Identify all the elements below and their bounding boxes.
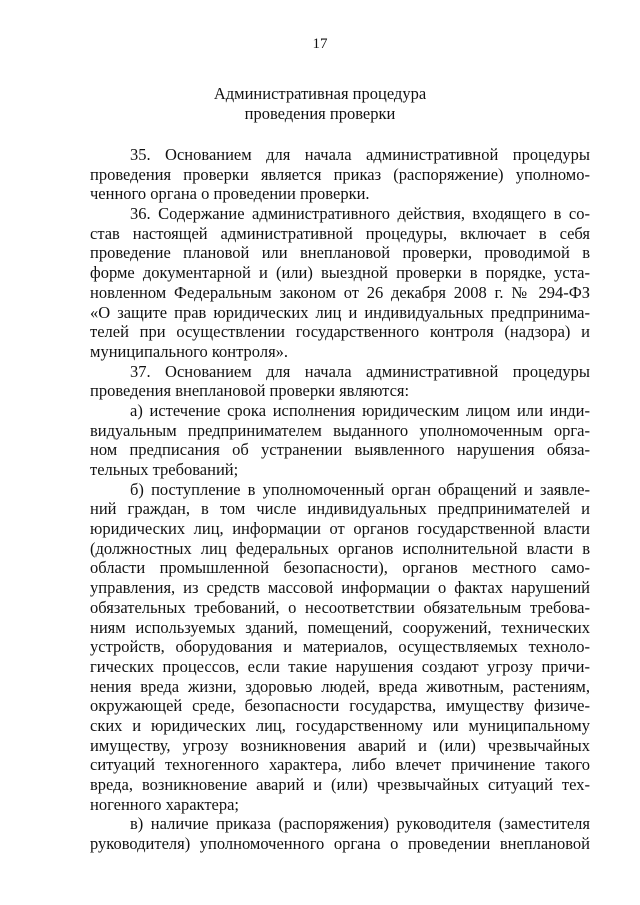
paragraph-line: став настоящей административной процедуры, включает в себя	[90, 223, 590, 243]
paragraph-line: области промышленной безопасности), органов местного само-	[90, 558, 590, 578]
paragraph-line: форме документарной и (или) выездной проверки в порядке, уста-	[90, 263, 590, 283]
paragraph-line: 35. Основанием для начала административной процедуры	[130, 145, 590, 164]
paragraph-line: ний граждан, в том числе индивидуальных предпринимателей и	[90, 499, 590, 519]
paragraph-line: обязательных требований, о несоответствии обязательным требова-	[90, 597, 590, 617]
paragraph-line: руководителя) уполномоченного органа о проведении внеплановой	[90, 834, 590, 854]
paragraph-line: новленном Федеральным законом от 26 декабря 2008 г. № 294-ФЗ	[90, 282, 590, 302]
section-heading-line-1: Административная процедура	[213, 84, 427, 103]
section-heading-line-2: проведения проверки	[244, 104, 396, 123]
paragraph-line: устройств, оборудования и материалов, осуществляемых техноло-	[90, 637, 590, 657]
paragraph-line: проведения проверки является приказ (распоряжение) уполномо-	[90, 164, 590, 184]
paragraph-line: телей при осуществлении государственного контроля (надзора) и	[90, 322, 590, 342]
section-heading	[0, 84, 640, 124]
paragraph-line: вреда, возникновение аварий и (или) чрезвычайных ситуаций тех-	[90, 775, 590, 794]
paragraph-line: проведения внеплановой проверки являются:	[90, 381, 410, 401]
paragraph	[90, 480, 590, 815]
paragraph-line: б) поступление в уполномоченный орган обращений и заявле-	[130, 479, 590, 499]
paragraph-line: ских и юридических лиц, государственному или муниципальному	[90, 715, 590, 735]
paragraph-line: гических процессов, если такие нарушения создают угрозу причи-	[90, 656, 590, 676]
paragraph	[90, 401, 590, 480]
paragraph-line: 37. Основанием для начала административной процедуры	[130, 361, 590, 381]
paragraph-line: управления, из средств массовой информации о фактах нарушений	[90, 578, 590, 598]
paragraph-line: ченного органа о проведении проверки.	[90, 184, 370, 204]
paragraph-line: юридических лиц, информации от органов государственной власти	[90, 519, 590, 539]
paragraph-line: ситуаций техногенного характера, либо влечет причинение такого	[90, 755, 590, 775]
paragraph-line: 36. Содержание административного действия, входящего в со-	[130, 204, 590, 224]
paragraph-line: тельных требований;	[90, 460, 239, 479]
paragraph-line: муниципального контроля».	[90, 341, 289, 361]
paragraph-line: ном предписания об устранении выявленного нарушения обяза-	[90, 440, 590, 460]
paragraph-line: окружающей среде, безопасности государства, имуществу физиче-	[90, 696, 590, 716]
paragraph-line: в) наличие приказа (распоряжения) руководителя (заместителя	[130, 814, 590, 834]
paragraph-line: имуществу, угрозу возникновения аварий и (или) чрезвычайных	[90, 735, 590, 755]
paragraph	[90, 204, 590, 362]
paragraph	[90, 362, 590, 401]
paragraph-line: проведение плановой или внеплановой проверки, проводимой в	[90, 243, 590, 263]
paragraph	[90, 814, 590, 853]
paragraph-line: нения вреда жизни, здоровью людей, вреда животным, растениям,	[90, 676, 590, 696]
body-text	[90, 145, 590, 854]
paragraph-line: «О защите прав юридических лиц и индивидуальных предпринима-	[90, 302, 590, 322]
paragraph	[90, 145, 590, 204]
paragraph-line: ногенного характера;	[90, 794, 240, 814]
page-number: 17	[312, 36, 328, 52]
paragraph-line: видуальным предпринимателем выданного уполномоченным орга-	[90, 420, 590, 440]
paragraph-line: а) истечение срока исполнения юридическим лицом или инди-	[130, 400, 590, 420]
paragraph-line: (должностных лиц федеральных органов исполнительной власти в	[90, 538, 590, 558]
paragraph-line: ниям используемых зданий, помещений, сооружений, технических	[90, 617, 590, 637]
